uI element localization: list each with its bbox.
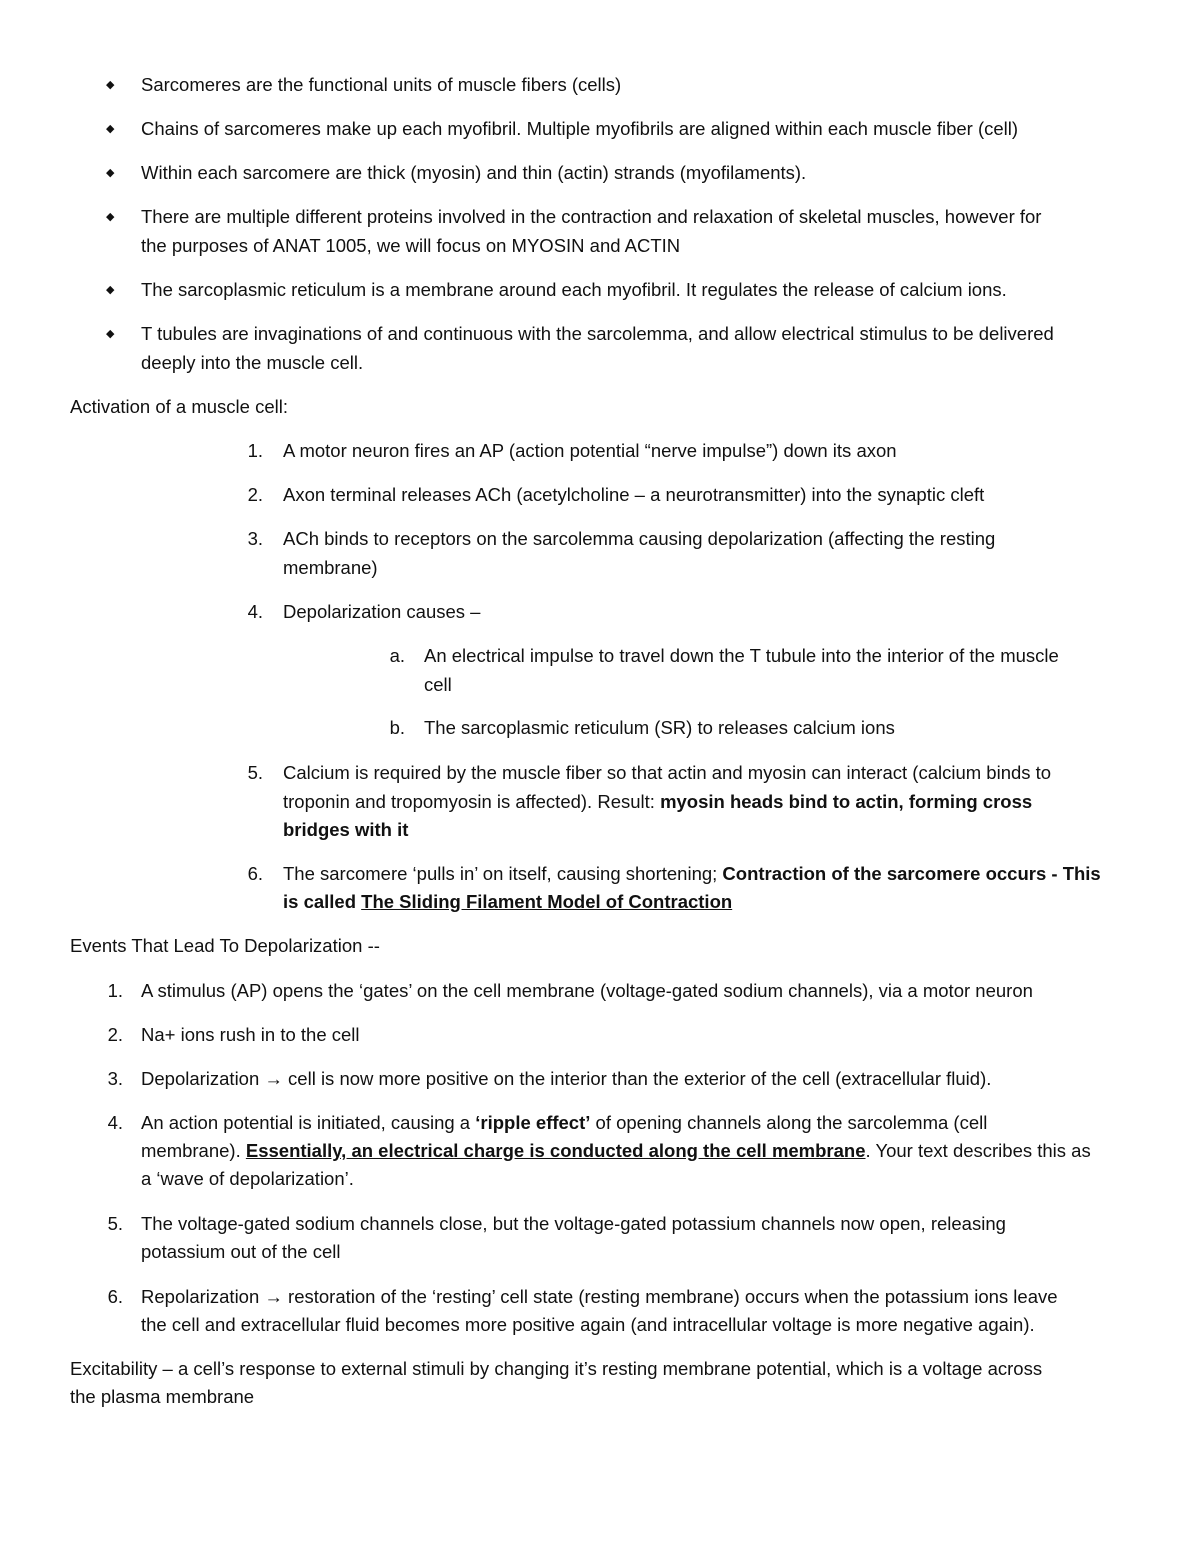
step-text: Na+ ions rush in to the cell: [141, 1024, 360, 1045]
bullet-icon: ◆: [106, 123, 115, 135]
step-number: 3.: [247, 528, 263, 549]
step-number: 2.: [247, 484, 263, 505]
step-number: 1.: [247, 440, 263, 461]
step-text: Depolarization → cell is now more positive on the interior than the exterior of the cell (extracellular fluid).: [141, 1068, 992, 1089]
substep-text: cell: [424, 674, 452, 695]
step-number: 4.: [247, 601, 263, 622]
bullet-text: deeply into the muscle cell.: [141, 352, 364, 373]
bullet-text: The sarcoplasmic reticulum is a membrane around each myofibril. It regulates the release of calcium ions.: [141, 279, 1007, 300]
bullet-icon: ◆: [106, 328, 115, 340]
step-text-bold-underline: Essentially, an electrical charge is conducted along the cell membrane: [245, 1140, 866, 1161]
step-text-plain: of opening channels along the sarcolemma (cell: [590, 1112, 988, 1133]
step-text: Repolarization → restoration of the ‘resting’ cell state (resting membrane) occurs when the potassium ions leave: [141, 1286, 1058, 1307]
step-text: A motor neuron fires an AP (action potential “nerve impulse”) down its axon: [283, 440, 897, 461]
step-text: the cell and extracellular fluid becomes more positive again (and intracellular voltage is more negative again).: [141, 1314, 1035, 1335]
sliding-filament-model-term: The Sliding Filament Model of Contraction: [361, 891, 733, 912]
bullet-text: the purposes of ANAT 1005, we will focus on MYOSIN and ACTIN: [141, 235, 681, 256]
substep-letter: b.: [389, 717, 405, 738]
bullet-text: There are multiple different proteins involved in the contraction and relaxation of skeletal muscles, however for: [141, 206, 1042, 227]
step-text-plain: The sarcomere ‘pulls in’ on itself, causing shortening;: [283, 863, 723, 884]
step-text-plain: An action potential is initiated, causing a: [141, 1112, 476, 1133]
step-text: Depolarization causes –: [283, 601, 481, 622]
step-text-bold: is called: [283, 891, 362, 912]
step-text-plain: troponin and tropomyosin is affected). Result:: [283, 791, 661, 812]
step-text-bold: Contraction of the sarcomere occurs - This: [722, 863, 1101, 884]
step-number: 5.: [107, 1213, 123, 1234]
step-number: 2.: [107, 1024, 123, 1045]
step-text-plain: . Your text describes this as: [865, 1140, 1091, 1161]
step-number: 3.: [107, 1068, 123, 1089]
bullet-icon: ◆: [106, 79, 115, 91]
section-heading-activation: Activation of a muscle cell:: [70, 396, 288, 417]
substep-letter: a.: [389, 645, 405, 666]
step-text: [141, 1111, 987, 1135]
step-text-plain: membrane).: [141, 1140, 246, 1161]
step-text: Axon terminal releases ACh (acetylcholine – a neurotransmitter) into the synaptic cleft: [283, 484, 985, 505]
step-text-bold: bridges with it: [283, 819, 409, 840]
step-number: 5.: [247, 762, 263, 783]
substep-text: An electrical impulse to travel down the T tubule into the interior of the muscle: [424, 645, 1059, 666]
bullet-text: Chains of sarcomeres make up each myofibril. Multiple myofibrils are aligned within each muscle fiber (cell): [141, 118, 1019, 139]
step-text: a ‘wave of depolarization’.: [141, 1168, 354, 1189]
step-text: Calcium is required by the muscle fiber so that actin and myosin can interact (calcium binds to: [283, 762, 1052, 783]
excitability-definition: Excitability – a cell’s response to external stimuli by changing it’s resting membrane potential, which is a voltage across: [70, 1358, 1043, 1379]
bullet-text: T tubules are invaginations of and continuous with the sarcolemma, and allow electrical stimulus to be delivered: [141, 323, 1054, 344]
step-number: 6.: [107, 1286, 123, 1307]
step-text-bold: ‘ripple effect’: [475, 1112, 591, 1133]
bullet-icon: ◆: [106, 284, 115, 296]
bullet-text: Sarcomeres are the functional units of muscle fibers (cells): [141, 74, 622, 95]
step-text: [141, 1139, 1091, 1163]
step-text: membrane): [283, 557, 378, 578]
substep-text: The sarcoplasmic reticulum (SR) to releases calcium ions: [424, 717, 895, 738]
bullet-icon: ◆: [106, 167, 115, 179]
step-text: potassium out of the cell: [141, 1241, 341, 1262]
step-number: 6.: [247, 863, 263, 884]
step-text-bold: myosin heads bind to actin, forming cross: [660, 791, 1033, 812]
bullet-icon: ◆: [106, 211, 115, 223]
step-text: [283, 818, 408, 842]
section-heading-events: Events That Lead To Depolarization --: [70, 935, 380, 956]
bullet-text: Within each sarcomere are thick (myosin) and thin (actin) strands (myofilaments).: [141, 162, 807, 183]
step-number: 1.: [107, 980, 123, 1001]
step-text: [283, 862, 1101, 886]
step-text: ACh binds to receptors on the sarcolemma causing depolarization (affecting the resting: [283, 528, 996, 549]
step-number: 4.: [107, 1112, 123, 1133]
step-text: [283, 790, 1032, 814]
step-text: The voltage-gated sodium channels close, but the voltage-gated potassium channels now open, releasing: [141, 1213, 1006, 1234]
step-text: [283, 890, 732, 914]
step-text: A stimulus (AP) opens the ‘gates’ on the cell membrane (voltage-gated sodium channels), via a motor neuron: [141, 980, 1033, 1001]
excitability-definition: the plasma membrane: [70, 1386, 255, 1407]
